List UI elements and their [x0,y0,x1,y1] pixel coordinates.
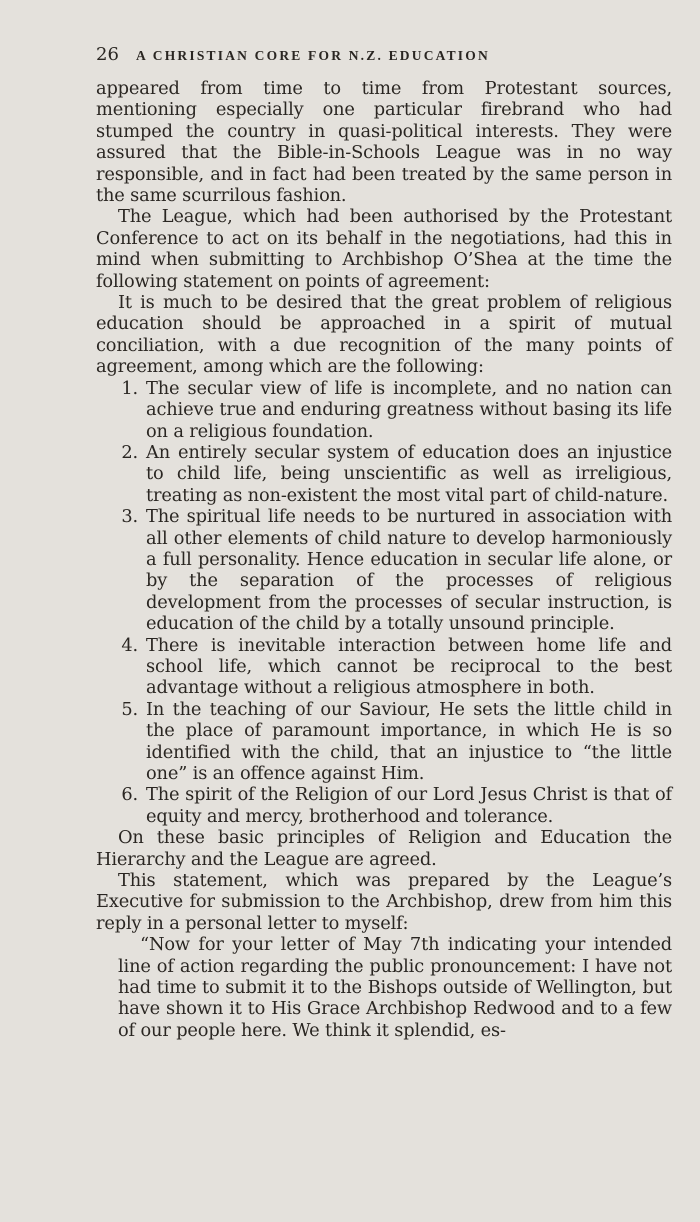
list-item-number: 1. [121,377,138,399]
paragraph-statement-intro: It is much to be desired that the great problem of religious education should be approached in a spirit of mutual conciliation, with a due recognition of the many points of agreement, among which are the following: [96,292,672,378]
list-item-number: 5. [121,698,138,720]
list-item-number: 6. [121,784,138,806]
list-item [96,699,672,785]
list-item-text: There is inevitable interaction between home life and school life, which cannot be reciprocal to the best advantage without a religious atmosphere in both. [146,634,672,699]
points-of-agreement-list [96,378,672,828]
list-item [96,635,672,699]
list-item [96,506,672,634]
list-item-text: The secular view of life is incomplete, and no nation can achieve true and enduring greatness without basing its life on a religious foundation. [146,377,672,442]
paragraph-reply: This statement, which was prepared by the League’s Executive for submission to the Archbishop, drew from him this reply in a personal letter to myself: [96,870,672,934]
list-item [96,784,672,827]
page-number: 26 [96,44,119,65]
list-item-text: The spirit of the Religion of our Lord Jesus Christ is that of equity and mercy, brotherhood and tolerance. [146,784,672,827]
list-item-number: 2. [121,441,138,463]
body-text [96,78,672,1041]
paragraph-continued: appeared from time to time from Protestant sources, mentioning especially one particular firebrand who had stumped the country in quasi-political interests. They were assured that the Bible-in-Schools League was in no way responsible, and in fact had been treated by the same person in the same scurrilous fashion. [96,78,672,207]
list-item [96,442,672,506]
list-item-number: 3. [121,506,138,528]
list-item-text: In the teaching of our Saviour, He sets the little child in the place of paramount importance, in which He is so identified with the child, that an injustice to “the little one” is an offence against Him. [146,698,672,784]
list-item [96,378,672,442]
paragraph-agreed: On these basic principles of Religion and Education the Hierarchy and the League are agreed. [96,827,672,870]
quoted-letter: “Now for your letter of May 7th indicating your intended line of action regarding the public pronouncement: I have not had time to submit it to the Bishops outside of Wellington, but have shown it to His Grace Archbishop Redwood and to a few of our people here. We think it splendid, es- [118,934,672,1041]
running-title: A CHRISTIAN CORE FOR N.Z. EDUCATION [136,48,490,63]
book-page [96,44,672,1041]
list-item-text: An entirely secular system of education does an injustice to child life, being unscientific as well as irreligious, treating as non-existent the most vital part of child-nature. [146,441,672,506]
paragraph-league: The League, which had been authorised by the Protestant Conference to act on its behalf in the negotiations, had this in mind when submitting to Archbishop O’Shea at the time the following statement on points of agreement: [96,206,672,292]
running-header [96,44,672,78]
list-item-text: The spiritual life needs to be nurtured in association with all other elements of child nature to develop harmoniously a full personality. Hence education in secular life alone, or by the separation of the processes of religious development from the processes of secular instruction, is education of the child by a totally unsound principle. [146,506,672,635]
list-item-number: 4. [121,634,138,656]
